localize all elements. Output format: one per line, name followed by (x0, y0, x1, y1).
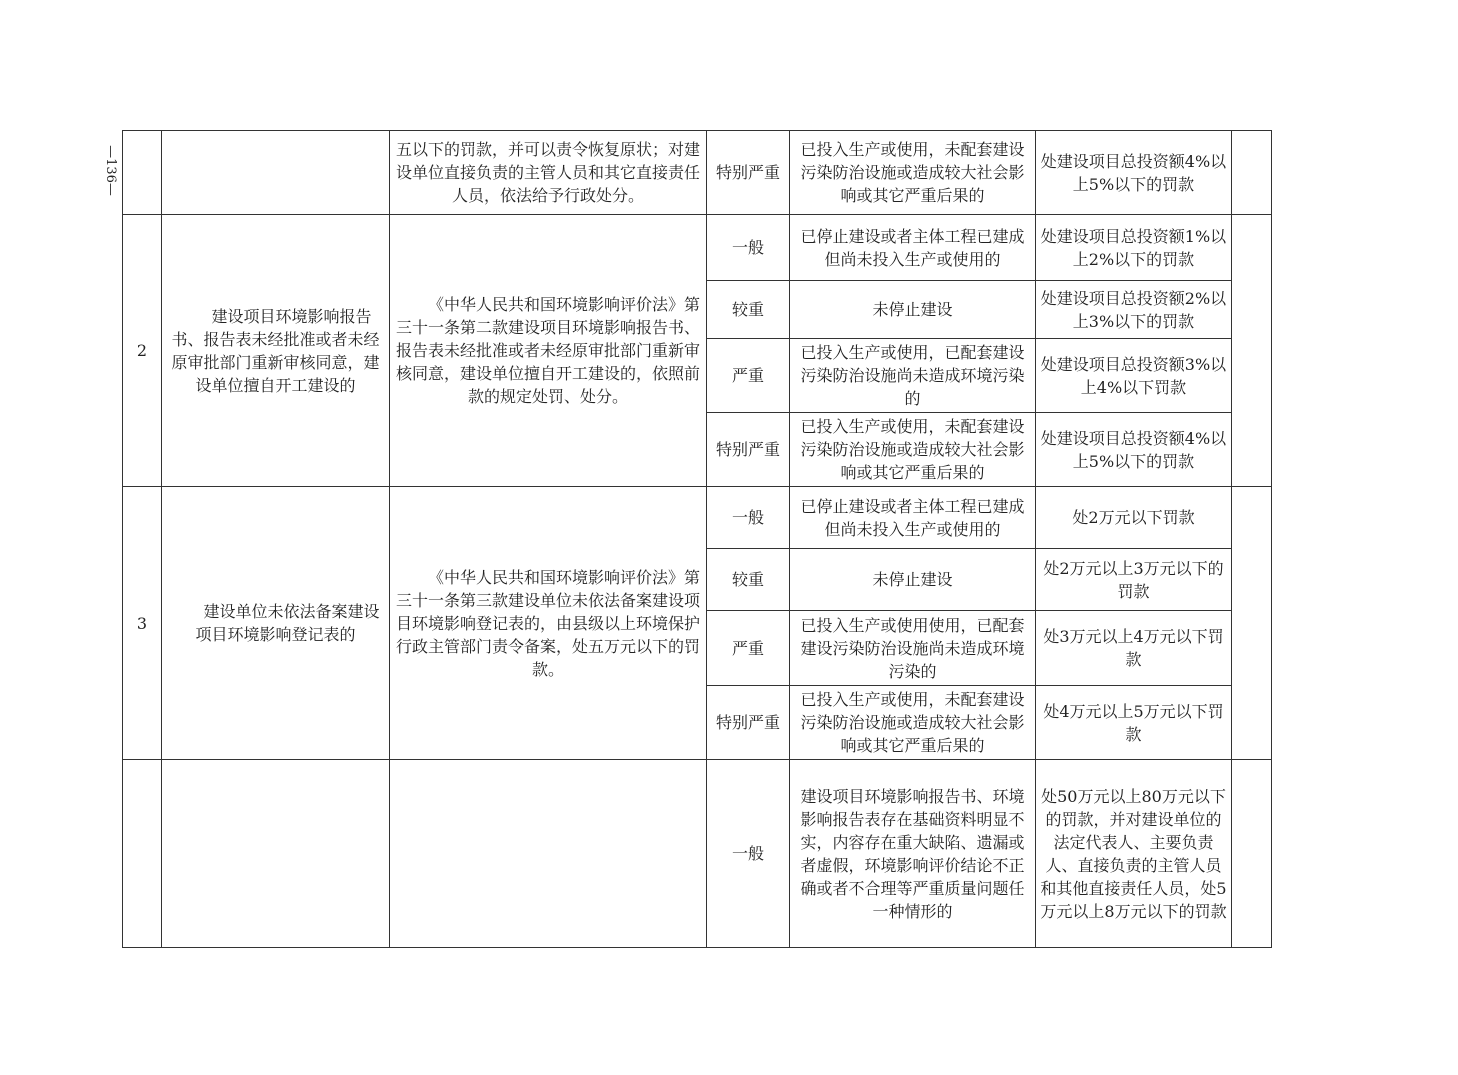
penalty-standard: 处2万元以下罚款 (1036, 487, 1232, 549)
circumstance: 已投入生产或使用，已配套建设污染防治设施尚未造成环境污染的 (790, 339, 1036, 413)
item-number (123, 760, 162, 948)
severity-level: 一般 (707, 487, 790, 549)
remarks-cell (1232, 760, 1272, 948)
item-number: 3 (123, 487, 162, 760)
severity-level: 较重 (707, 281, 790, 339)
severity-level: 特别严重 (707, 131, 790, 215)
circumstance: 已投入生产或使用，未配套建设污染防治设施或造成较大社会影响或其它严重后果的 (790, 413, 1036, 487)
table-row (123, 760, 1272, 948)
violation-description: 建设单位未依法备案建设项目环境影响登记表的 (162, 487, 390, 760)
legal-basis: 五以下的罚款，并可以责令恢复原状；对建设单位直接负责的主管人员和其它直接责任人员，依法给予行政处分。 (390, 131, 707, 215)
table-row (123, 215, 1272, 281)
circumstance: 已投入生产或使用使用，已配套建设污染防治设施尚未造成环境污染的 (790, 611, 1036, 686)
violation-description (162, 131, 390, 215)
table-row (123, 487, 1272, 549)
page-number: —136— (102, 144, 118, 196)
circumstance: 已投入生产或使用，未配套建设污染防治设施或造成较大社会影响或其它严重后果的 (790, 686, 1036, 760)
penalty-standard: 处2万元以上3万元以下的罚款 (1036, 549, 1232, 611)
circumstance: 未停止建设 (790, 549, 1036, 611)
penalty-standard: 处建设项目总投资额4%以上5%以下的罚款 (1036, 413, 1232, 487)
legal-basis: 《中华人民共和国环境影响评价法》第三十一条第三款建设单位未依法备案建设项目环境影响登记表的，由县级以上环境保护行政主管部门责令备案，处五万元以下的罚款。 (390, 487, 707, 760)
penalty-standard-table (122, 130, 1272, 948)
penalty-standard: 处建设项目总投资额3%以上4%以下罚款 (1036, 339, 1232, 413)
penalty-standard: 处50万元以上80万元以下的罚款，并对建设单位的法定代表人、主要负责人、直接负责的主管人员和其他直接责任人员，处5万元以上8万元以下的罚款 (1036, 760, 1232, 948)
remarks-cell (1232, 487, 1272, 760)
circumstance: 已投入生产或使用，未配套建设污染防治设施或造成较大社会影响或其它严重后果的 (790, 131, 1036, 215)
remarks-cell (1232, 215, 1272, 487)
circumstance: 建设项目环境影响报告书、环境影响报告表存在基础资料明显不实，内容存在重大缺陷、遗漏或者虚假，环境影响评价结论不正确或者不合理等严重质量问题任一种情形的 (790, 760, 1036, 948)
circumstance: 已停止建设或者主体工程已建成但尚未投入生产或使用的 (790, 215, 1036, 281)
legal-basis (390, 760, 707, 948)
remarks-cell (1232, 131, 1272, 215)
severity-level: 一般 (707, 215, 790, 281)
penalty-standard: 处3万元以上4万元以下罚款 (1036, 611, 1232, 686)
severity-level: 特别严重 (707, 686, 790, 760)
severity-level: 较重 (707, 549, 790, 611)
penalty-standard: 处建设项目总投资额2%以上3%以下的罚款 (1036, 281, 1232, 339)
severity-level: 严重 (707, 611, 790, 686)
penalty-standard: 处建设项目总投资额1%以上2%以下的罚款 (1036, 215, 1232, 281)
penalty-standard: 处4万元以上5万元以下罚款 (1036, 686, 1232, 760)
severity-level: 一般 (707, 760, 790, 948)
circumstance: 已停止建设或者主体工程已建成但尚未投入生产或使用的 (790, 487, 1036, 549)
violation-description (162, 760, 390, 948)
legal-basis: 《中华人民共和国环境影响评价法》第三十一条第二款建设项目环境影响报告书、报告表未经批准或者未经原审批部门重新审核同意，建设单位擅自开工建设的，依照前款的规定处罚、处分。 (390, 215, 707, 487)
violation-description: 建设项目环境影响报告书、报告表未经批准或者未经原审批部门重新审核同意，建设单位擅自开工建设的 (162, 215, 390, 487)
circumstance: 未停止建设 (790, 281, 1036, 339)
severity-level: 特别严重 (707, 413, 790, 487)
item-number (123, 131, 162, 215)
penalty-standard: 处建设项目总投资额4%以上5%以下的罚款 (1036, 131, 1232, 215)
item-number: 2 (123, 215, 162, 487)
severity-level: 严重 (707, 339, 790, 413)
table-row (123, 131, 1272, 215)
